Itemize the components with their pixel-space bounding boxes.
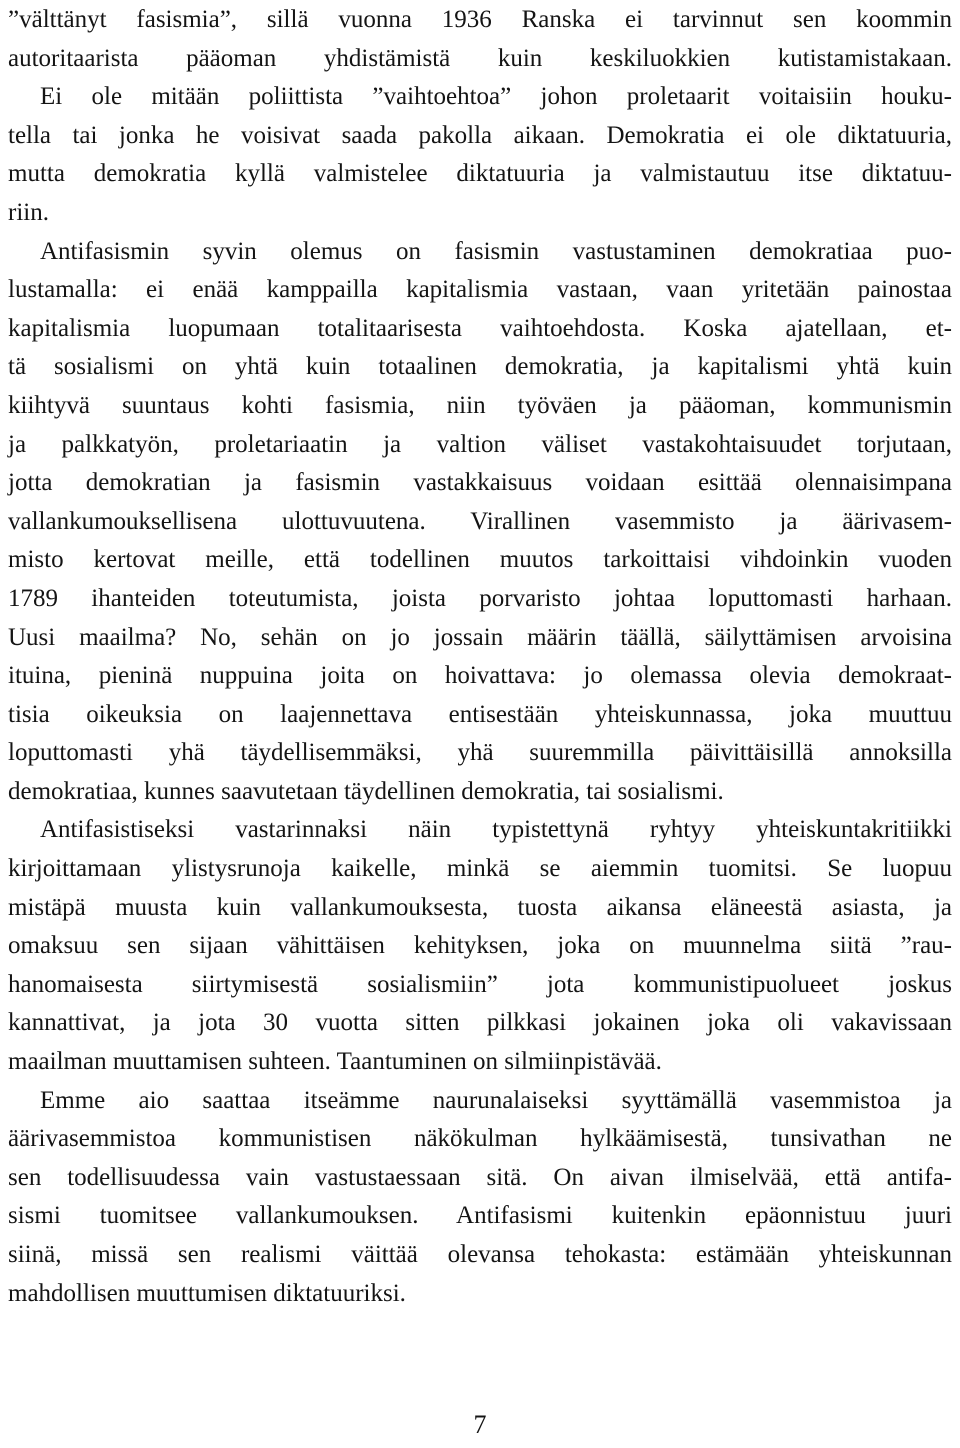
body-text bbox=[8, 1, 952, 1313]
text-line: Emme aio saattaa itseämme naurunalaiseksi syyttämällä vasemmistoa ja bbox=[40, 1086, 952, 1114]
text-line: Uusi maailma? No, sehän on jo jossain määrin täällä, säilyttämisen arvoisina bbox=[8, 623, 952, 651]
text-line: äärivasemmistoa kommunistisen näkökulman hylkäämisestä, tunsivathan ne bbox=[8, 1125, 952, 1153]
text-line: ”välttänyt fasismia”, sillä vuonna 1936 Ranska ei tarvinnut sen koommin bbox=[8, 6, 952, 33]
document-page bbox=[8, 0, 952, 1448]
text-line: sismi tuomitsee vallankumouksen. Antifasismi kuitenkin epäonnistuu juuri bbox=[8, 1202, 952, 1230]
text-line: loputtomasti yhä täydellisemmäksi, yhä suuremmilla päivittäisillä annoksilla bbox=[8, 739, 952, 767]
text-line: tä sosialismi on yhtä kuin totaalinen demokratia, ja kapitalismi yhtä kuin bbox=[8, 353, 952, 381]
text-line: tisia oikeuksia on laajennettava entisestään yhteiskunnassa, joka muuttuu bbox=[8, 700, 952, 728]
text-line: kirjoittamaan ylistysrunoja kaikelle, minkä se aiemmin tuomitsi. Se luopuu bbox=[8, 855, 952, 883]
text-line: tella tai jonka he voisivat saada pakolla aikaan. Demokratia ei ole diktatuuria, bbox=[8, 121, 952, 149]
text-line: Antifasistiseksi vastarinnaksi näin typistettynä ryhtyy yhteiskuntakritiikki bbox=[40, 816, 952, 844]
text-line: misto kertovat meille, että todellinen muutos tarkoittaisi vihdoinkin vuoden bbox=[8, 546, 952, 574]
text-line: ja palkkatyön, proletariaatin ja valtion väliset vastakohtaisuudet torjutaan, bbox=[8, 430, 952, 458]
text-line: jotta demokratian ja fasismin vastakkaisuus voidaan esittää olennaisimpana bbox=[8, 469, 952, 497]
text-line: Ei ole mitään poliittista ”vaihtoehtoa” johon proletaarit voitaisiin houku- bbox=[40, 83, 952, 111]
text-line: hanomaisesta siirtymisestä sosialismiin” jota kommunistipuolueet joskus bbox=[8, 970, 952, 998]
text-line: mistäpä muusta kuin vallankumouksesta, tuosta aikansa eläneestä asiasta, ja bbox=[8, 893, 952, 921]
text-line: kannattivat, ja jota 30 vuotta sitten pilkkasi jokainen joka oli vakavissaan bbox=[8, 1009, 952, 1037]
text-line: lustamalla: ei enää kamppailla kapitalismia vastaan, vaan yritetään painostaa bbox=[8, 276, 952, 304]
text-line: kiihtyvä suuntaus kohti fasismia, niin työväen ja pääoman, kommunismin bbox=[8, 391, 952, 419]
text-line: ituina, pieninä nuppuina joita on hoivattava: jo olemassa olevia demokraat- bbox=[8, 662, 952, 690]
text-line: kapitalismia luopumaan totalitaarisesta vaihtoehdosta. Koska ajatellaan, et- bbox=[8, 314, 952, 342]
text-line: 1789 ihanteiden toteutumista, joista porvaristo johtaa loputtomasti harhaan. bbox=[8, 584, 952, 612]
text-line: siinä, missä sen realismi väittää olevansa tehokasta: estämään yhteiskunnan bbox=[8, 1241, 952, 1268]
text-line: autoritaarista pääoman yhdistämistä kuin keskiluokkien kutistamistakaan. bbox=[8, 44, 952, 72]
text-line: Antifasismin syvin olemus on fasismin vastustaminen demokratiaa puo- bbox=[40, 237, 952, 265]
text-line: omaksuu sen sijaan vähittäisen kehityksen, joka on muunnelma siitä ”rau- bbox=[8, 932, 952, 960]
text-line: sen todellisuudessa vain vastustaessaan sitä. On aivan ilmiselvää, että antifa- bbox=[8, 1163, 952, 1191]
text-line: demokratiaa, kunnes saavutetaan täydellinen demokratia, tai sosialismi. bbox=[8, 777, 724, 805]
text-line: maailman muuttamisen suhteen. Taantuminen on silmiinpistävää. bbox=[8, 1048, 662, 1076]
text-line: mahdollisen muuttumisen diktatuuriksi. bbox=[8, 1279, 406, 1307]
text-line: riin. bbox=[8, 198, 49, 226]
page-number: 7 bbox=[473, 1410, 487, 1439]
text-line: vallankumouksellisena ulottuvuutena. Virallinen vasemmisto ja äärivasem- bbox=[8, 507, 952, 535]
text-line: mutta demokratia kyllä valmistelee diktatuuria ja valmistautuu itse diktatuu- bbox=[8, 160, 952, 188]
